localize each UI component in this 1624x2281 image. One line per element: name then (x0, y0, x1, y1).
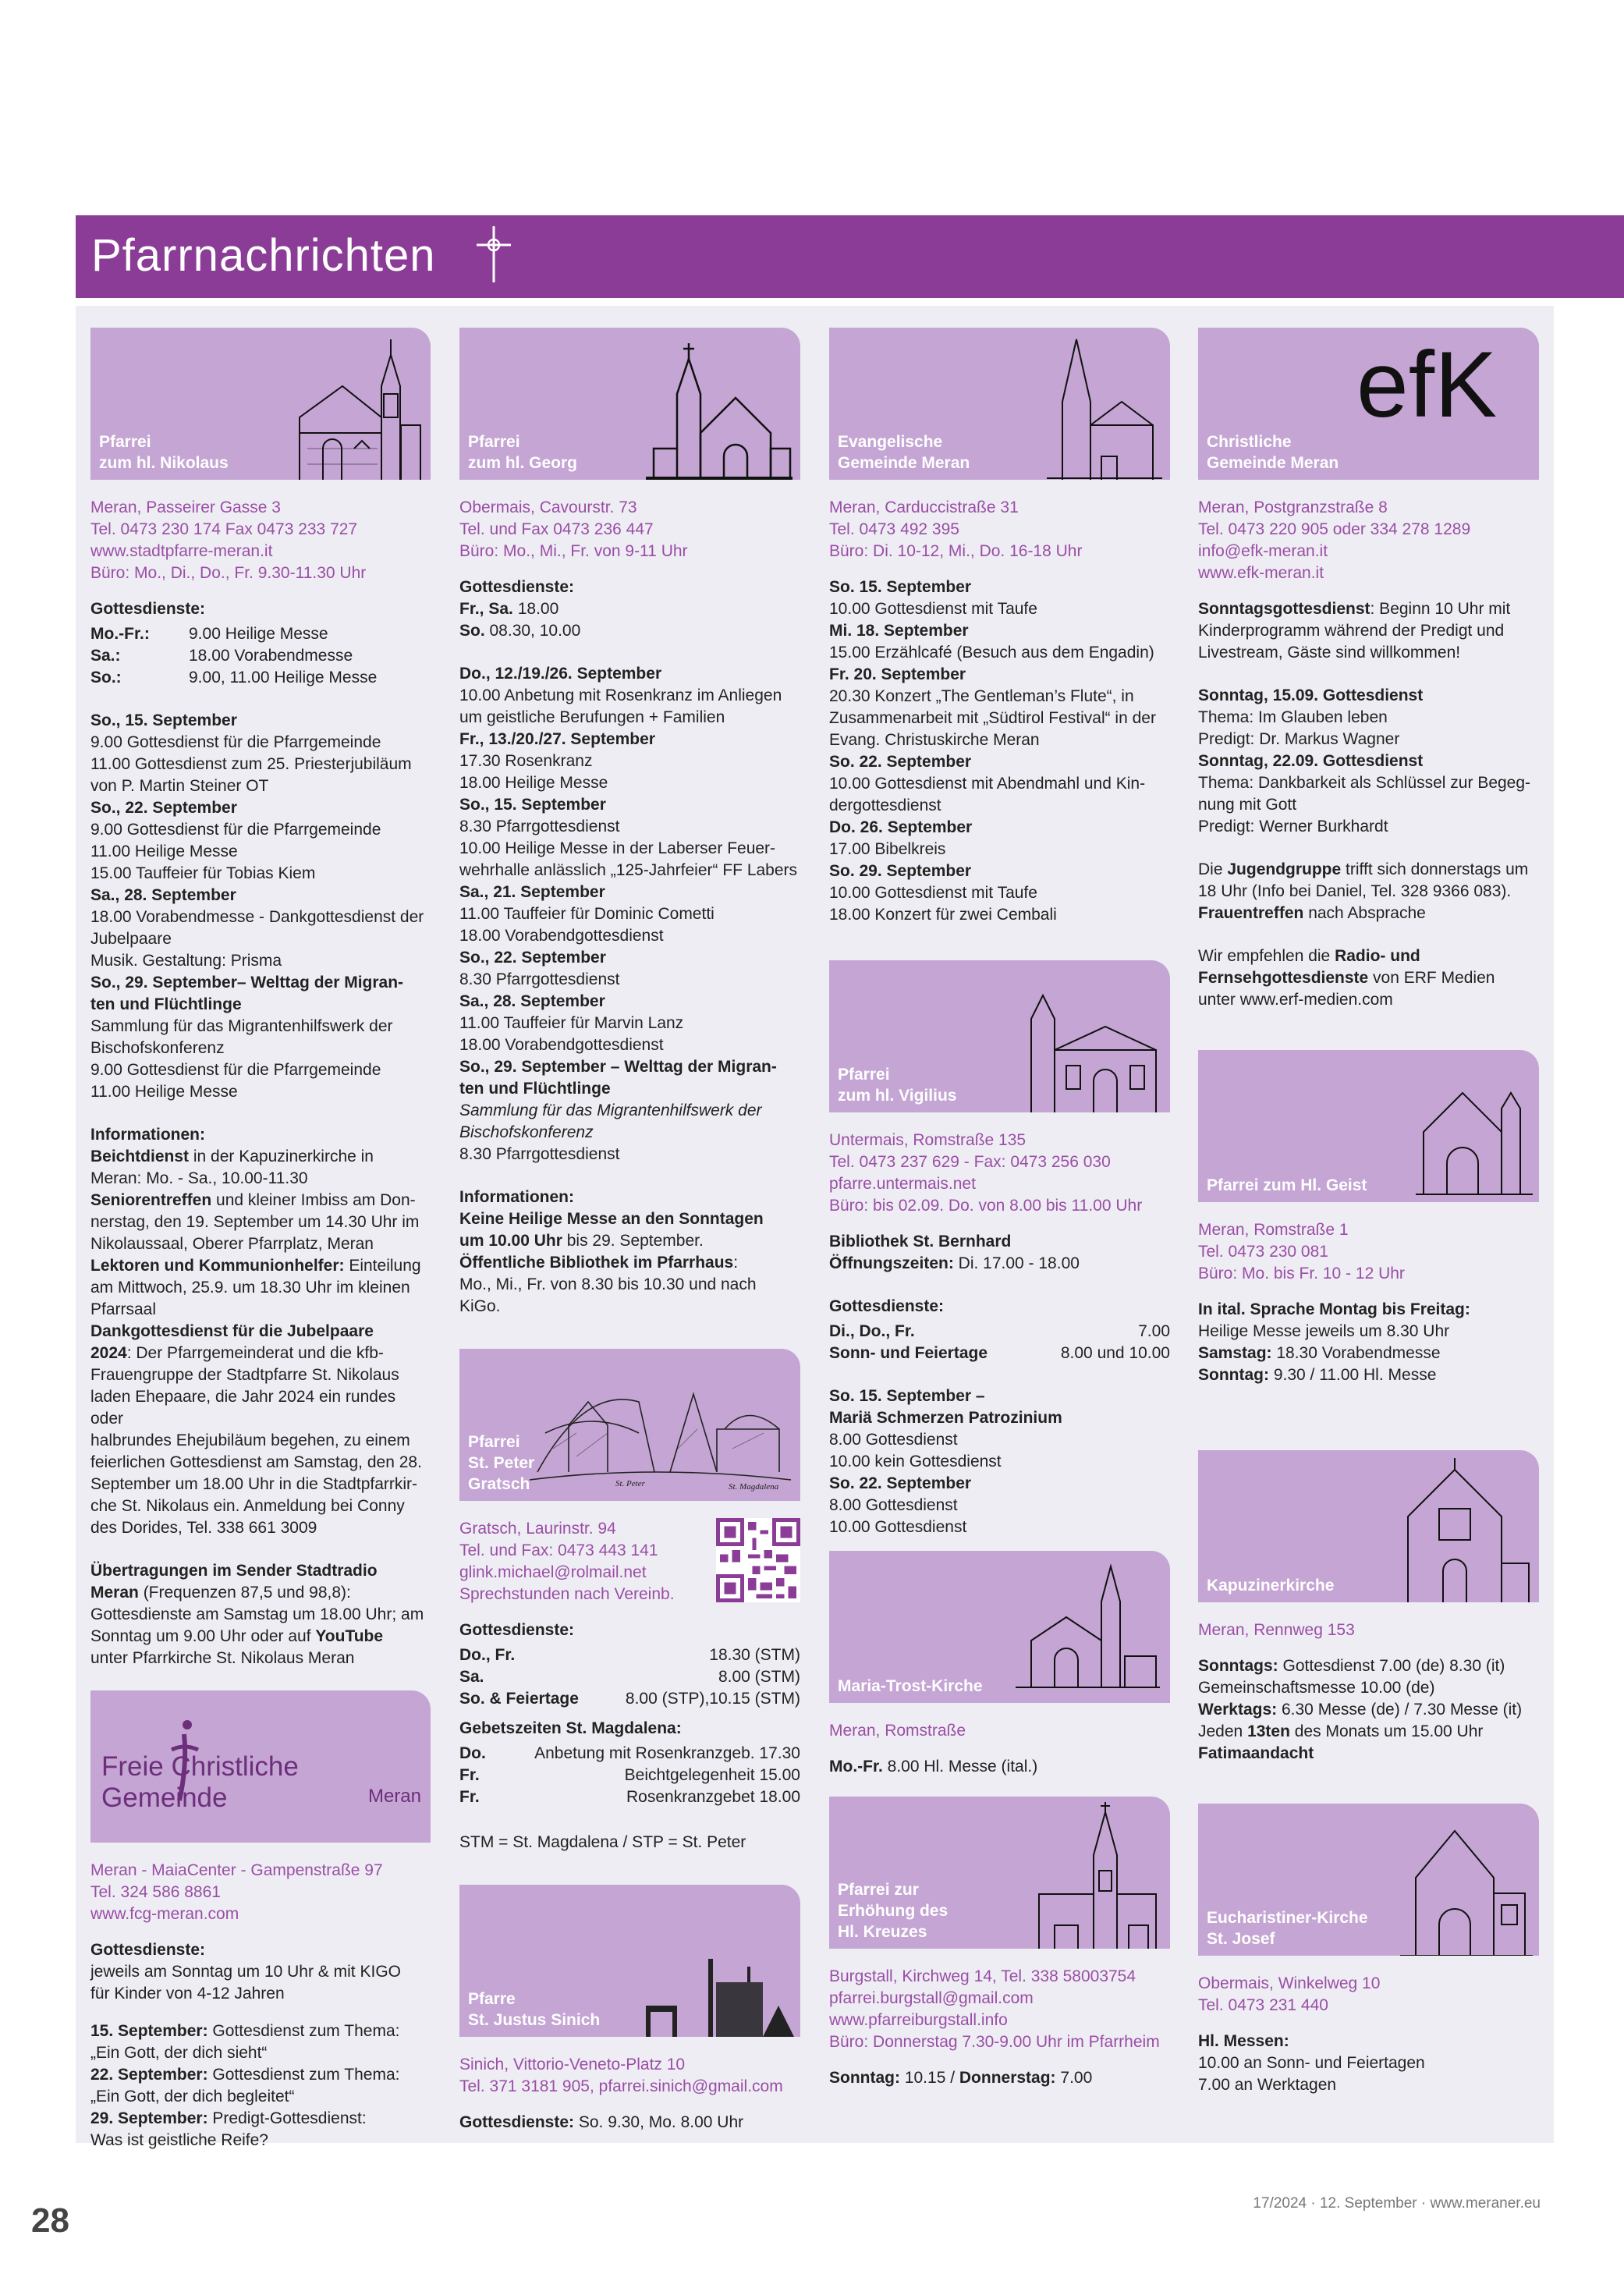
time-text: 18.00 (512, 600, 559, 618)
row-value: 9.00 Heilige Messe (189, 625, 328, 643)
event-date: So. 15. September (829, 578, 972, 596)
info-label: In ital. Sprache Montag bis Freitag: (1198, 1300, 1470, 1318)
event-date: So. 22. September (829, 753, 972, 771)
service-times (1198, 1655, 1539, 1765)
peter-contact-box (459, 1518, 800, 1605)
table-row (829, 1321, 1170, 1343)
row-value: 9.00, 11.00 Heilige Messe (189, 669, 378, 686)
event-text: 9.00 Gottesdienst für die Pfarrgemeinde 11.00 Gottesdienst zum 25. Priesterjubiläum von P. Martin Steiner OT (90, 733, 412, 795)
event-text: 10.00 Anbetung mit Rosenkranz im Anliegen um geistliche Berufungen + Familien (459, 686, 782, 726)
info-text: trifft sich donnerstags um 18 Uhr (Info bei Daniel, Tel. 328 9366 083). (1198, 860, 1529, 900)
card-title: Pfarrei zum Hl. Geist (1207, 1176, 1367, 1194)
info-text: von ERF Medien unter www.erf-medien.com (1198, 969, 1495, 1009)
info-text: (Frequenzen 87,5 und 98,8): Gottesdienste am Samstag um 18.00 Uhr; am Sonntag um 9.00 Uhr oder auf (90, 1584, 424, 1645)
info-label: Seniorentreffen (90, 1191, 212, 1209)
contact-georg: Obermais, Cavourstr. 73 Tel. und Fax 0473 236 447 Büro: Mo., Mi., Fr. von 9-11 Uhr (459, 498, 688, 560)
table-row (459, 1644, 800, 1666)
row-label: Fr. (459, 1766, 480, 1784)
event-date: Mi. 18. September (829, 622, 969, 640)
page-title: Pfarrnachrichten (91, 230, 436, 281)
event-text: 11.00 Tauffeier für Dominic Cometti 18.00 Vorabendgottesdienst (459, 905, 714, 945)
fcg-services (90, 1939, 431, 2005)
info-label: Lektoren und Kommunionhelfer: (90, 1257, 345, 1275)
info-text: bis 29. September. (566, 1232, 704, 1250)
time-text: 8.00 Hl. Messe (ital.) (882, 1758, 1038, 1775)
church-illustration-icon (1016, 964, 1164, 1112)
service-times (1198, 1299, 1539, 1386)
radio-block (90, 1560, 431, 1669)
card-title: Evangelische Gemeinde Meran (838, 433, 970, 472)
info-text: Wir empfehlen die (1198, 947, 1335, 965)
info-label: 13ten (1247, 1722, 1290, 1740)
info-text: nach Absprache (1303, 904, 1426, 922)
info-text: Einteilung am Mittwoch, 25.9. um 18.30 Uhr im kleinen Pfarrsaal (90, 1257, 421, 1318)
info-text: und kleiner Imbiss am Don- nerstag, den 19. September um 14.30 Uhr im Nikolaussaal, Oberer Pfarrplatz, Meran (90, 1191, 420, 1253)
event-date: So. 22. September (829, 1474, 972, 1492)
contact-evangelisch: Meran, Carduccistraße 31 Tel. 0473 492 395 Büro: Di. 10-12, Mi., Do. 16-18 Uhr (829, 498, 1083, 560)
row-value: Beichtgelegenheit 15.00 (624, 1766, 800, 1784)
time-text: 18.30 Vorabendmesse (1276, 1344, 1441, 1362)
event-text: Predigt-Gottesdienst: Was ist geistliche Reife? (90, 2109, 367, 2149)
table-row (459, 1743, 800, 1765)
event-date: Sa., 28. September (90, 886, 236, 904)
event-text: Gottesdienst zum Thema: „Ein Gott, der dich sieht“ (90, 2022, 400, 2062)
day-label: Sonntag: (1198, 1366, 1269, 1384)
heading: Informationen: (459, 1188, 574, 1206)
info-text: jeweils am Sonntag um 10 Uhr & mit KIGO für Kinder von 4-12 Jahren (90, 1963, 401, 2003)
event-text: 8.30 Pfarrgottesdienst (459, 1145, 620, 1163)
contact-st-peter: Gratsch, Laurinstr. 94 Tel. und Fax: 0473 443 141 glink.michael@rolmail.net Sprechstunden nach Vereinb. (459, 1520, 675, 1603)
time-text: 08.30, 10.00 (484, 622, 581, 640)
event-block (1198, 685, 1539, 838)
time-text: 10.00 an Sonn- und Feiertagen 7.00 an Werktagen (1198, 2054, 1425, 2094)
card-pfarre-justus (459, 1885, 800, 2037)
info-text: Die (1198, 860, 1228, 878)
church-illustration-icon (1023, 1800, 1164, 1949)
contact-kreuz: Burgstall, Kirchweg 14, Tel. 338 58003754 pfarrei.burgstall@gmail.com www.pfarreiburgstall.info Büro: Donnerstag 7.30-9.00 Uhr im Pfarrheim (829, 1967, 1160, 2051)
event-date: So., 29. September– Welttag der Migran- ten und Flüchtlinge (90, 974, 404, 1013)
info-label: Fatimaandacht (1198, 1744, 1314, 1762)
card-title: Pfarrei zum hl. Vigilius (838, 1066, 957, 1105)
time-text: 9.30 / 11.00 Hl. Messe (1268, 1366, 1437, 1384)
card-eucharistiner-kirche (1198, 1804, 1539, 1956)
column-4 (1198, 328, 1539, 2117)
service-times (1198, 2031, 1539, 2096)
fcg-events (90, 2020, 431, 2152)
card-maria-trost (829, 1551, 1170, 1703)
row-value: Anbetung mit Rosenkranzgeb. 17.30 (534, 1744, 800, 1762)
info-text: in der Kapuzinerkirche in Meran: Mo. - Sa., 10.00-11.30 (90, 1148, 374, 1187)
fcg-name: Freie Christliche Gemeinde (101, 1751, 299, 1813)
event-text: 8.00 Gottesdienst 10.00 Gottesdienst (829, 1496, 967, 1536)
event-date: Sonntag, 22.09. Gottesdienst (1198, 752, 1424, 770)
info-block (90, 1124, 431, 1539)
heading: Hl. Messen: (1198, 2032, 1289, 2050)
library-info (829, 1231, 1170, 1275)
event-text: 8.30 Pfarrgottesdienst 10.00 Heilige Messe in der Laberser Feuer- wehrhalle anlässlich „125-Jahrfeier“ FF Labers (459, 818, 798, 879)
row-label: Sonn- und Feiertage (829, 1344, 988, 1362)
church-illustration-icon (638, 332, 794, 480)
row-label: Fr. (459, 1788, 480, 1806)
info-label: Beichtdienst (90, 1148, 190, 1165)
card-pfarrei-kreuz (829, 1797, 1170, 1949)
event-date: So. 15. September – Mariä Schmerzen Patrozinium (829, 1387, 1062, 1427)
day-label: Mo.-Fr. (829, 1758, 883, 1775)
table-row (459, 1765, 800, 1786)
card-evangelische-gemeinde (829, 328, 1170, 480)
event-text: 11.00 Tauffeier für Marvin Lanz 18.00 Vorabendgottesdienst (459, 1014, 684, 1054)
event-date: Sa., 28. September (459, 992, 605, 1010)
row-label: Do., Fr. (459, 1646, 516, 1664)
row-label: Mo.-Fr.: (90, 625, 150, 643)
day-label: So. (459, 622, 485, 640)
issue-info: 17/2024 · 12. September · www.meraner.eu (1253, 2195, 1541, 2212)
service-table (459, 1644, 800, 1710)
row-value: 8.00 (STM) (718, 1668, 800, 1686)
card-title: Eucharistiner-Kirche St. Josef (1207, 1909, 1368, 1948)
card-pfarrei-georg (459, 328, 800, 480)
event-date: Sa., 21. September (459, 883, 605, 901)
time-text: 10.15 / (899, 2069, 959, 2087)
card-title: Maria-Trost-Kirche (838, 1677, 983, 1695)
row-label: Di., Do., Fr. (829, 1322, 915, 1340)
heading: Gottesdienste: (459, 578, 575, 596)
event-date: Do., 12./19./26. September (459, 665, 662, 683)
info-label: Jugendgruppe (1227, 860, 1342, 878)
column-3 (829, 328, 1170, 2110)
prayer-table (459, 1743, 800, 1808)
info-text: Heilige Messe jeweils um 8.30 Uhr (1198, 1322, 1450, 1340)
event-date: Do. 26. September (829, 818, 973, 836)
table-row (459, 1666, 800, 1688)
card-kapuzinerkirche (1198, 1450, 1539, 1602)
service-table (829, 1321, 1170, 1364)
column-1 (90, 328, 431, 2173)
time-text: So. 9.30, Mo. 8.00 Uhr (574, 2113, 744, 2131)
row-value: 8.00 (STP),10.15 (STM) (625, 1690, 800, 1708)
day-label: Samstag: (1198, 1344, 1272, 1362)
info-text: : Der Pfarrgemeinderat und die kfb- Frauengruppe der Stadtpfarre St. Nikolaus laden Ehepaare, die Jahr 2024 ein rundes oder halbrundes Ehejubiläum begehen, zu einem feierlichen Gottesdienst am Samstag, den 28. September um 18.00 Uhr in die Stadtpfarrkir- che St. Nikolaus ein. Anmeldung bei Conny des Dorides, Tel. 338 661 3009 (90, 1344, 422, 1537)
heading: Gottesdienste: (90, 600, 206, 618)
info-label: YouTube (315, 1627, 384, 1645)
row-value: 7.00 (1138, 1322, 1170, 1340)
info-label: Radio- und Fernsehgottesdienste (1198, 947, 1420, 987)
church-illustration-icon (1416, 1062, 1533, 1202)
event-text: 10.00 Gottesdienst mit Abendmahl und Kin- dergottesdienst (829, 775, 1146, 814)
info-text: : Mo., Mi., Fr. von 8.30 bis 10.30 und nach KiGo. (459, 1254, 757, 1315)
card-pfarrei-st-peter (459, 1349, 800, 1501)
service-times (829, 2067, 1170, 2089)
info-label: Keine Heilige Messe an den Sonntagen um 10.00 Uhr (459, 1210, 764, 1250)
table-row (90, 645, 431, 667)
contact-vigilius: Untermais, Romstraße 135 Tel. 0473 237 629 - Fax: 0473 256 030 pfarre.untermais.net Büro: bis 02.09. Do. von 8.00 bis 11.00 Uhr (829, 1131, 1143, 1215)
efk-logo-text: efK (1356, 339, 1498, 424)
info-label: Sonntagsgottesdienst (1198, 600, 1370, 618)
info-text: Di. 17.00 - 18.00 (953, 1254, 1080, 1272)
service-table (90, 623, 431, 689)
church-illustration-icon (1392, 1454, 1533, 1602)
event-date: So. 29. September (829, 862, 972, 880)
fcg-city: Meran (367, 1786, 421, 1807)
fcg-logo (90, 1690, 431, 1843)
church-illustration-icon (1400, 1807, 1533, 1956)
qr-code-icon[interactable] (716, 1518, 800, 1602)
contact-justus: Sinich, Vittorio-Veneto-Platz 10 Tel. 371 3181 905, pfarrei.sinich@gmail.com (459, 2056, 783, 2095)
event-text: 20.30 Konzert „The Gentleman’s Flute“, in Zusammenarbeit mit „Südtirol Festival“ in der Evang. Christuskirche Meran (829, 687, 1156, 749)
day-label: Donnerstag: (959, 2069, 1056, 2087)
contact-nikolaus: Meran, Passeirer Gasse 3 Tel. 0473 230 174 Fax 0473 233 727 www.stadtpfarre-meran.it Büro: Mo., Di., Do., Fr. 9.30-11.30 Uhr (90, 498, 367, 582)
info-block (459, 1187, 800, 1318)
service-times (829, 1756, 1170, 1778)
event-date: So., 15. September (90, 711, 237, 729)
day-label: Fr., Sa. (459, 600, 513, 618)
card-title: Kapuzinerkirche (1207, 1577, 1335, 1595)
info-label: Bibliothek St. Bernhard Öffnungszeiten: (829, 1233, 1012, 1272)
row-label: So. & Feiertage (459, 1690, 579, 1708)
row-value: Rosenkranzgebet 18.00 (626, 1788, 800, 1806)
service-times (459, 2112, 800, 2134)
contact-josef: Obermais, Winkelweg 10 Tel. 0473 231 440 (1198, 1974, 1381, 2014)
card-title: Pfarrei zum hl. Georg (468, 433, 578, 472)
event-date: So., 22. September (90, 799, 237, 817)
event-block (829, 576, 1170, 926)
section-banner (76, 215, 1624, 298)
row-value: 8.00 und 10.00 (1060, 1344, 1170, 1362)
event-text: Sammlung für das Migrantenhilfswerk der Bischofskonferenz 9.00 Gottesdienst für die Pfarrgemeinde 11.00 Heilige Messe (90, 1017, 393, 1101)
event-text: 10.00 Gottesdienst mit Taufe 18.00 Konzert für zwei Cembali (829, 884, 1057, 924)
time-text: Gottesdienst 7.00 (de) 8.30 (it) Gemeinschaftsmesse 10.00 (de) (1198, 1657, 1505, 1697)
event-date: Fr. 20. September (829, 665, 966, 683)
info-label: Dankgottesdienst für die Jubelpaare 2024 (90, 1322, 374, 1362)
time-text: 6.30 Messe (de) / 7.30 Messe (it) Jeden (1198, 1701, 1523, 1740)
event-text: 17.30 Rosenkranz 18.00 Heilige Messe (459, 752, 608, 792)
event-text: Thema: Im Glauben leben Predigt: Dr. Markus Wagner (1198, 708, 1400, 748)
sketch-caption: St. Magdalena (729, 1482, 779, 1492)
event-text: 10.00 Gottesdienst mit Taufe (829, 600, 1037, 618)
church-illustration-icon (1008, 1555, 1164, 1703)
heading: Informationen: (90, 1126, 205, 1144)
efk-logo (1356, 339, 1528, 424)
info-block (1198, 598, 1539, 664)
card-title: Pfarre St. Justus Sinich (468, 1990, 601, 2029)
table-row (829, 1343, 1170, 1364)
cross-icon (472, 223, 516, 286)
sketch-caption: St. Peter (615, 1479, 645, 1488)
table-row (90, 667, 431, 689)
row-label: So.: (90, 669, 122, 686)
event-text: Gottesdienst zum Thema: „Ein Gott, der dich begleitet“ (90, 2066, 400, 2105)
day-label: Werktags: (1198, 1701, 1278, 1719)
heading: Gottesdienste: (459, 1621, 575, 1639)
event-text: 8.00 Gottesdienst 10.00 kein Gottesdienst (829, 1431, 1002, 1470)
heading: Gottesdienste: (459, 2113, 575, 2131)
info-label: Öffentliche Bibliothek im Pfarrhaus (459, 1254, 734, 1272)
time-text: 7.00 (1055, 2069, 1093, 2087)
heading: Gottesdienste: (90, 1941, 206, 1959)
info-label: Frauentreffen (1198, 904, 1304, 922)
event-text: 17.00 Bibelkreis (829, 840, 946, 858)
row-value: 18.30 (STM) (709, 1646, 800, 1664)
card-christliche-gemeinde (1198, 328, 1539, 480)
card-title: Christliche Gemeinde Meran (1207, 433, 1339, 472)
event-note: Sammlung für das Migrantenhilfswerk der Bischofskonferenz (459, 1101, 762, 1141)
card-title: Pfarrei zum hl. Nikolaus (99, 433, 229, 472)
card-pfarrei-geist (1198, 1050, 1539, 1202)
event-date: So., 15. September (459, 796, 606, 814)
info-text: : Beginn 10 Uhr mit Kinderprogramm während der Predigt und Livestream, Gäste sind willkommen! (1198, 600, 1511, 662)
legend-text: STM = St. Magdalena / STP = St. Peter (459, 1833, 746, 1851)
table-row (90, 623, 431, 645)
event-block (90, 710, 431, 1103)
event-date: So., 29. September – Welttag der Migran- ten und Flüchtlinge (459, 1058, 777, 1098)
column-2 (459, 328, 800, 2155)
info-text: unter Pfarrkirche St. Nikolaus Meran (90, 1649, 355, 1667)
heading: Gottesdienste: (829, 1297, 945, 1315)
church-illustration-icon (284, 332, 424, 480)
row-label: Sa. (459, 1668, 484, 1686)
contact-fcg: Meran - MaiaCenter - Gampenstraße 97 Tel. 324 586 8861 www.fcg-meran.com (90, 1861, 383, 1923)
info-block (1198, 945, 1539, 1011)
card-title: Pfarrei zur Erhöhung des Hl. Kreuzes (838, 1881, 949, 1941)
event-date: Fr., 13./20./27. September (459, 730, 655, 748)
event-date: 29. September: (90, 2109, 208, 2127)
card-pfarrei-nikolaus (90, 328, 431, 480)
heading: Gebetszeiten St. Magdalena: (459, 1719, 682, 1737)
contact-efk: Meran, Postgranzstraße 8 Tel. 0473 220 905 oder 334 278 1289 info@efk-meran.it www.efk-meran.it (1198, 498, 1471, 582)
event-block (829, 1385, 1170, 1538)
contact-kapuziner: Meran, Rennweg 153 (1198, 1621, 1355, 1639)
event-text: 18.00 Vorabendmesse - Dankgottesdienst der Jubelpaare Musik. Gestaltung: Prisma (90, 908, 424, 970)
row-label: Do. (459, 1744, 486, 1762)
service-times (459, 576, 800, 642)
row-label: Sa.: (90, 647, 121, 665)
event-text: 8.30 Pfarrgottesdienst (459, 970, 620, 988)
event-text: 15.00 Erzählcafé (Besuch aus dem Engadin) (829, 644, 1154, 662)
card-title: Pfarrei St. Peter Gratsch (468, 1433, 535, 1493)
event-date: So., 22. September (459, 949, 606, 967)
event-text: 9.00 Gottesdienst für die Pfarrgemeinde 11.00 Heilige Messe 15.00 Tauffeier für Tobias Kiem (90, 821, 381, 882)
row-value: 18.00 Vorabendmesse (189, 647, 353, 665)
day-label: Sonntags: (1198, 1657, 1278, 1675)
page-number: 28 (31, 2201, 69, 2240)
event-text: Thema: Dankbarkeit als Schlüssel zur Begeg- nung mit Gott Predigt: Werner Burkhardt (1198, 774, 1531, 835)
table-row (459, 1688, 800, 1710)
church-silhouette-icon (622, 1943, 794, 2037)
info-block (1198, 859, 1539, 924)
church-illustration-icon (1039, 332, 1164, 480)
event-date: 22. September: (90, 2066, 208, 2084)
contact-maria-trost: Meran, Romstraße (829, 1722, 966, 1740)
event-date: 15. September: (90, 2022, 208, 2040)
church-sketch-icon (522, 1355, 795, 1495)
card-pfarrei-vigilius (829, 960, 1170, 1112)
event-block (459, 663, 800, 1165)
info-label: Übertragungen im Sender Stadtradio Meran (90, 1562, 378, 1602)
contact-geist: Meran, Romstraße 1 Tel. 0473 230 081 Büro: Mo. bis Fr. 10 - 12 Uhr (1198, 1221, 1405, 1282)
event-date: Sonntag, 15.09. Gottesdienst (1198, 686, 1424, 704)
day-label: Sonntag: (829, 2069, 900, 2087)
info-text: des Monats um 15.00 Uhr (1294, 1722, 1484, 1740)
table-row (459, 1786, 800, 1808)
